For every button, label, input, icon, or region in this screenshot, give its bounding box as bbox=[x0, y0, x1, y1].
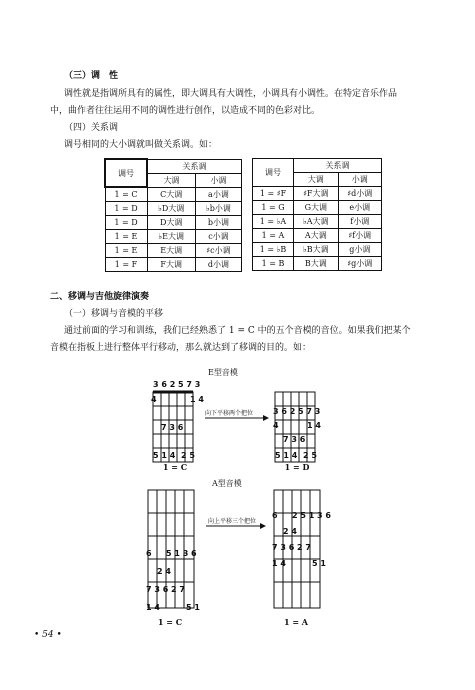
svg-text:1 4: 1 4 bbox=[272, 559, 286, 568]
part2-paragraph-line2: 音模在指板上进行整体平行移动，那么就达到了移调的目的。如： bbox=[50, 343, 312, 353]
svg-text:1 4: 1 4 bbox=[190, 395, 204, 404]
table-row bbox=[105, 230, 242, 244]
table-row bbox=[105, 187, 242, 202]
table-cell-major: ♭A大调 bbox=[294, 215, 339, 229]
svg-text:7 3 6: 7 3 6 bbox=[283, 435, 306, 444]
part2-title: 二、移调与吉他旋律演奏 bbox=[50, 292, 150, 302]
table-header-major: 大调 bbox=[294, 173, 339, 187]
figure-e-arrow-label: 向下平移两个把位 bbox=[205, 410, 254, 417]
table-row bbox=[253, 215, 382, 229]
relative-key-table-left bbox=[104, 158, 242, 272]
svg-text:5 1 3 6: 5 1 3 6 bbox=[166, 549, 197, 558]
page-number: • 54 • bbox=[34, 630, 62, 640]
table-cell-key: 1 = ♭A bbox=[253, 215, 294, 229]
table-header-minor: 小调 bbox=[338, 173, 381, 187]
svg-text:3 6 2 5 7 3: 3 6 2 5 7 3 bbox=[153, 380, 201, 389]
table-cell-minor: c小调 bbox=[195, 230, 241, 244]
table-cell-major: B大调 bbox=[294, 257, 339, 271]
svg-text:1 4: 1 4 bbox=[307, 421, 321, 430]
table-cell-key: 1 = C bbox=[105, 187, 147, 202]
table-row bbox=[105, 216, 242, 230]
part2-subtitle: （一）移调与音模的平移 bbox=[64, 309, 164, 319]
table-cell-major: C大调 bbox=[147, 187, 195, 202]
table-cell-minor: ♭b小调 bbox=[195, 202, 241, 216]
svg-text:5 1 4: 5 1 4 bbox=[275, 451, 298, 460]
table-cell-major: F大调 bbox=[147, 258, 195, 272]
table-header-key: 调号 bbox=[253, 159, 294, 187]
part2-paragraph-line1: 通过前面的学习和训练，我们已经熟悉了 1 = C 中的五个音模的音位。如果我们把某个 bbox=[64, 326, 411, 336]
table-row bbox=[105, 244, 242, 258]
table-cell-minor: e小调 bbox=[338, 201, 381, 215]
section4-title: （四）关系调 bbox=[64, 123, 119, 133]
table-cell-key: 1 = E bbox=[105, 230, 147, 244]
table-row bbox=[253, 229, 382, 243]
table-cell-major: ♭D大调 bbox=[147, 202, 195, 216]
figure-a-title: A型音模 bbox=[212, 479, 242, 488]
arrowhead-icon bbox=[260, 523, 266, 529]
table-cell-major: ♯F大调 bbox=[294, 187, 339, 201]
svg-text:5 1 4: 5 1 4 bbox=[153, 451, 176, 460]
fretboard-a-left-notes bbox=[146, 549, 200, 612]
svg-text:2 5: 2 5 bbox=[303, 451, 317, 460]
table-cell-major: E大调 bbox=[147, 244, 195, 258]
svg-text:4: 4 bbox=[151, 395, 157, 404]
table-cell-major: A大调 bbox=[294, 229, 339, 243]
figure-a-left-caption: 1 = C bbox=[157, 617, 183, 627]
table-cell-minor: ♯d小调 bbox=[338, 187, 381, 201]
svg-text:6: 6 bbox=[272, 511, 278, 520]
svg-text:7 3 6: 7 3 6 bbox=[161, 423, 184, 432]
table-cell-major: ♭E大调 bbox=[147, 230, 195, 244]
table-header-minor: 小调 bbox=[195, 173, 241, 187]
svg-text:2 4: 2 4 bbox=[283, 527, 297, 536]
svg-text:4: 4 bbox=[273, 421, 279, 430]
svg-text:5 1: 5 1 bbox=[312, 559, 326, 568]
table-header-relative: 关系调 bbox=[294, 159, 382, 173]
table-cell-key: 1 = ♯F bbox=[253, 187, 294, 201]
table-cell-key: 1 = B bbox=[253, 257, 294, 271]
arrowhead-icon bbox=[263, 415, 269, 421]
svg-text:3 6 2 5 7 3: 3 6 2 5 7 3 bbox=[273, 407, 321, 416]
svg-text:2 5 1 3 6: 2 5 1 3 6 bbox=[292, 511, 331, 520]
svg-text:7 3 6 2 7: 7 3 6 2 7 bbox=[146, 585, 185, 594]
table-row bbox=[253, 243, 382, 257]
table-cell-major: ♭B大调 bbox=[294, 243, 339, 257]
table-cell-key: 1 = F bbox=[105, 258, 147, 272]
section3-title: （三）调 性 bbox=[64, 71, 119, 81]
figure-e-right-caption: 1 = D bbox=[284, 462, 310, 472]
table-cell-key: 1 = D bbox=[105, 202, 147, 216]
table-cell-major: D大调 bbox=[147, 216, 195, 230]
table-cell-minor: d小调 bbox=[195, 258, 241, 272]
table-cell-major: G大调 bbox=[294, 201, 339, 215]
relative-key-table-right bbox=[252, 158, 382, 271]
svg-text:2 4: 2 4 bbox=[157, 567, 171, 576]
table-row bbox=[105, 258, 242, 272]
table-cell-key: 1 = G bbox=[253, 201, 294, 215]
table-header-key: 调号 bbox=[105, 159, 147, 187]
table-cell-key: 1 = ♭B bbox=[253, 243, 294, 257]
svg-text:1 4: 1 4 bbox=[146, 603, 160, 612]
table-row bbox=[253, 201, 382, 215]
table-cell-minor: f小调 bbox=[338, 215, 381, 229]
table-cell-minor: a小调 bbox=[195, 187, 241, 202]
figure-e-left-caption: 1 = C bbox=[162, 462, 188, 472]
svg-text:2 5: 2 5 bbox=[181, 451, 195, 460]
svg-text:7 3 6 2 7: 7 3 6 2 7 bbox=[272, 543, 311, 552]
svg-text:6: 6 bbox=[146, 549, 152, 558]
table-row bbox=[105, 202, 242, 216]
section3-paragraph-line2: 中，曲作者往往运用不同的调性进行创作，以造成不同的色彩对比。 bbox=[50, 106, 321, 116]
table-cell-minor: ♯c小调 bbox=[195, 244, 241, 258]
table-cell-minor: ♯f小调 bbox=[338, 229, 381, 243]
table-row bbox=[253, 257, 382, 271]
svg-text:5 1: 5 1 bbox=[186, 603, 200, 612]
table-cell-minor: b小调 bbox=[195, 216, 241, 230]
table-header-relative: 关系调 bbox=[147, 159, 242, 173]
table-cell-key: 1 = A bbox=[253, 229, 294, 243]
figure-e-title: E型音模 bbox=[208, 368, 238, 377]
figure-a-right-caption: 1 = A bbox=[283, 617, 309, 627]
table-cell-key: 1 = E bbox=[105, 244, 147, 258]
table-row bbox=[253, 187, 382, 201]
table-cell-minor: ♯g小调 bbox=[338, 257, 381, 271]
section4-paragraph: 调号相同的大小调就叫做关系调。如： bbox=[64, 140, 218, 150]
figure-a-diagram bbox=[140, 488, 340, 618]
table-header-major: 大调 bbox=[147, 173, 195, 187]
table-cell-key: 1 = D bbox=[105, 216, 147, 230]
section3-paragraph-line1: 调性就是指调所具有的属性，即大调具有大调性，小调具有小调性。在特定音乐作品 bbox=[64, 89, 398, 99]
table-cell-minor: g小调 bbox=[338, 243, 381, 257]
figure-a-arrow-label: 向上平移三个把位 bbox=[208, 518, 257, 525]
